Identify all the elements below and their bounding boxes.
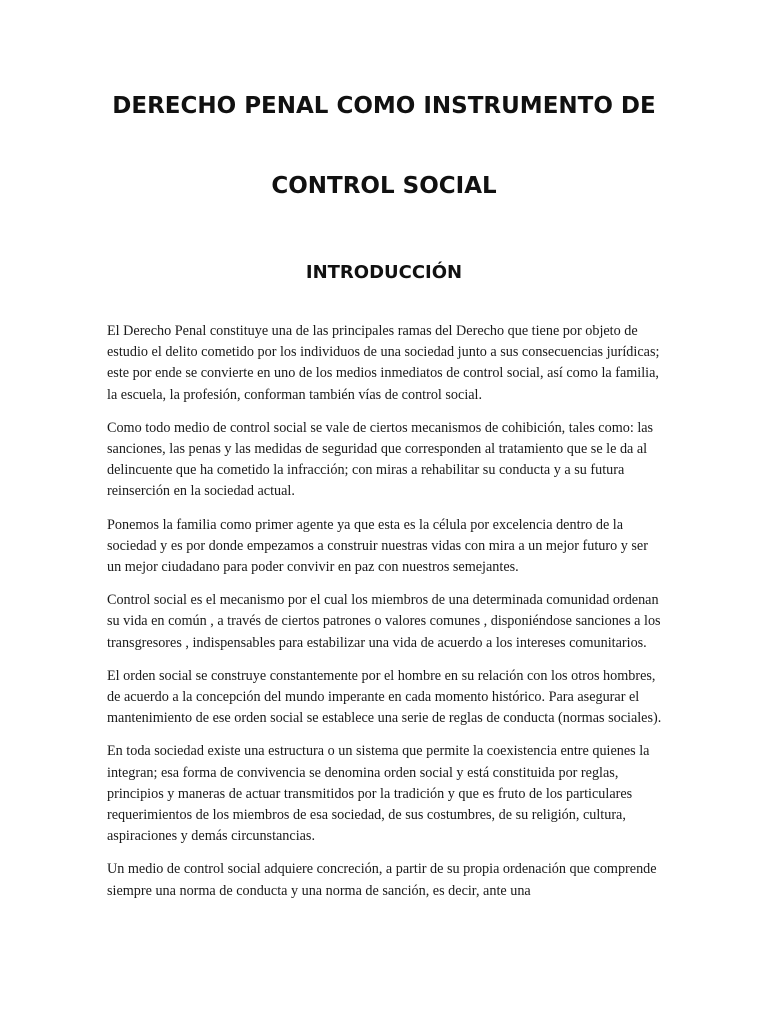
paragraph-2: Como todo medio de control social se vale de ciertos mecanismos de cohibición, tales como: las sanciones, las penas y las medidas de seguridad que corresponden al tratamiento que se le da al delincuente que ha cometido la infracción; con miras a rehabilitar su conducta y a su futura reinserción en la sociedad actual. [107,419,654,500]
paragraph-3: Ponemos la familia como primer agente ya que esta es la célula por excelencia dentro de la sociedad y es por donde empezamos a construir nuestras vidas con mira a un mejor futuro y ser un mejor ciudadano para poder convivir en paz con nuestros semejantes. [107,516,648,576]
paragraph-6: En toda sociedad existe una estructura o un sistema que permite la coexistencia entre quienes la integran; esa forma de convivencia se denomina orden social y está constituida por reglas, principios y maneras de actuar transmitidos por la tradición y que es fruto de los particulares requerimientos de los miembros de esa sociedad, de sus costumbres, de su religión, cultura, aspiraciones y demás circunstancias. [107,743,650,845]
paragraph-4: Control social es el mecanismo por el cual los miembros de una determinada comunidad ordenan su vida en común , a través de ciertos patrones o valores comunes , disponiéndose sanciones a los transgresores , indispensables para estabilizar una vida de acuerdo a los intereses comunitarios. [107,592,661,651]
document-subtitle: CONTROL SOCIAL [271,173,497,199]
paragraph-5: El orden social se construye constantemente por el hombre en su relación con los otros hombres, de acuerdo a la concepción del mundo imperante en cada momento histórico. Para asegurar el mantenimiento de ese orden social se establece una serie de reglas de conducta (normas sociales). [107,667,662,727]
section-heading: INTRODUCCIÓN [305,262,463,283]
paragraph-1: El Derecho Penal constituye una de las principales ramas del Derecho que tiene por objeto de estudio el delito cometido por los individuos de una sociedad junto a sus consecuencias jurídicas; este por ende se convierte en uno de los medios inmediatos de control social, así como la familia, la escuela, la profesión, conforman también vías de control social. [107,323,660,403]
paragraph-7: Un medio de control social adquiere concreción, a partir de su propia ordenación que comprende siempre una norma de conducta y una norma de sanción, es decir, ante una [107,861,657,899]
document-body [107,321,663,914]
document-title: DERECHO PENAL COMO INSTRUMENTO DE [112,93,656,119]
